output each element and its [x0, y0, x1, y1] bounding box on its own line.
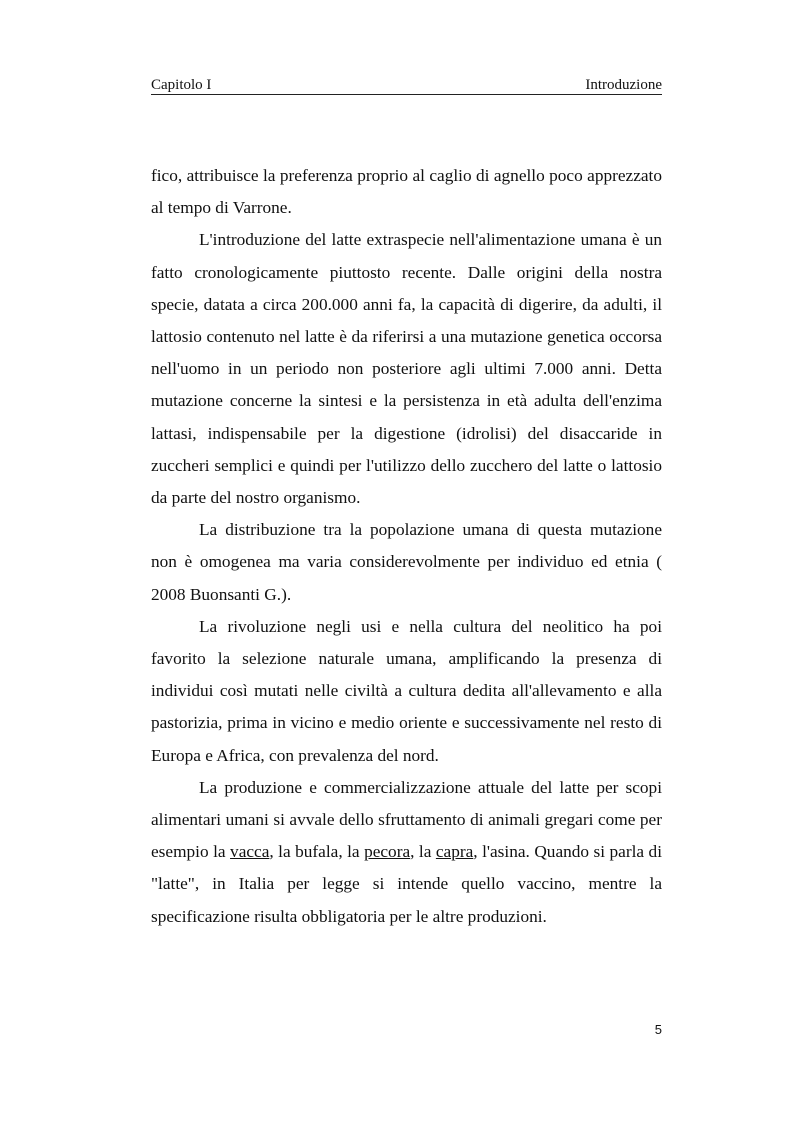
paragraph-5-text-4: , l'asina. Quando si parla di "latte", in Italia per legge si intende quello vaccino, mentre la specificazione risulta obbligatoria per le altre produzioni. [151, 842, 663, 926]
body-text [151, 160, 662, 933]
paragraph-5 [151, 772, 662, 933]
paragraph-4: La rivoluzione negli usi e nella cultura del neolitico ha poi favorito la selezione naturale umana, amplificando la presenza di individui così mutati nelle civiltà a cultura dedita all'allevamento e alla pastorizia, prima in vicino e medio oriente e successivamente nel resto di Europa e Africa, con prevalenza del nord. [151, 616, 662, 765]
paragraph-1: fico, attribuisce la preferenza proprio al caglio di agnello poco apprezzato al tempo di Varrone. [151, 166, 662, 218]
paragraph-5-text-1: La produzione e commercializzazione attuale del latte per scopi alimentari umani si avvale dello sfruttamento di animali gregari come per esempio la [151, 777, 662, 862]
link-pecora[interactable]: pecora [364, 842, 411, 862]
chapter-label: Capitolo I [151, 77, 212, 93]
paragraph-5-text-3: , la [410, 842, 436, 862]
paragraph-2: L'introduzione del latte extraspecie nell'alimentazione umana è un fatto cronologicamente piuttosto recente. Dalle origini della nostra specie, datata a circa 200.000 anni fa, la capacità di digerire, da adulti, il lattosio contenuto nel latte è da riferirsi a una mutazione genetica occorsa nell'uomo in un periodo non posteriore agli ultimi 7.000 anni. Detta mutazione concerne la sintesi e la persistenza in età adulta dell'enzima lattasi, indispensabile per la digestione (idrolisi) del disaccaride in zuccheri semplici e quindi per l'utilizzo dello zucchero del latte o lattosio da parte del nostro organismo. [151, 230, 662, 508]
link-capra[interactable]: capra [435, 842, 474, 862]
paragraph-3: La distribuzione tra la popolazione umana di questa mutazione non è omogenea ma varia considerevolmente per individuo ed etnia ( 2008 Buonsanti G.). [151, 520, 662, 604]
page-header [151, 76, 662, 95]
section-label: Introduzione [585, 77, 662, 93]
link-vacca[interactable]: vacca [230, 842, 270, 862]
paragraph-5-text-2: , la bufala, la [269, 842, 365, 862]
page-number: 5 [654, 1022, 662, 1037]
